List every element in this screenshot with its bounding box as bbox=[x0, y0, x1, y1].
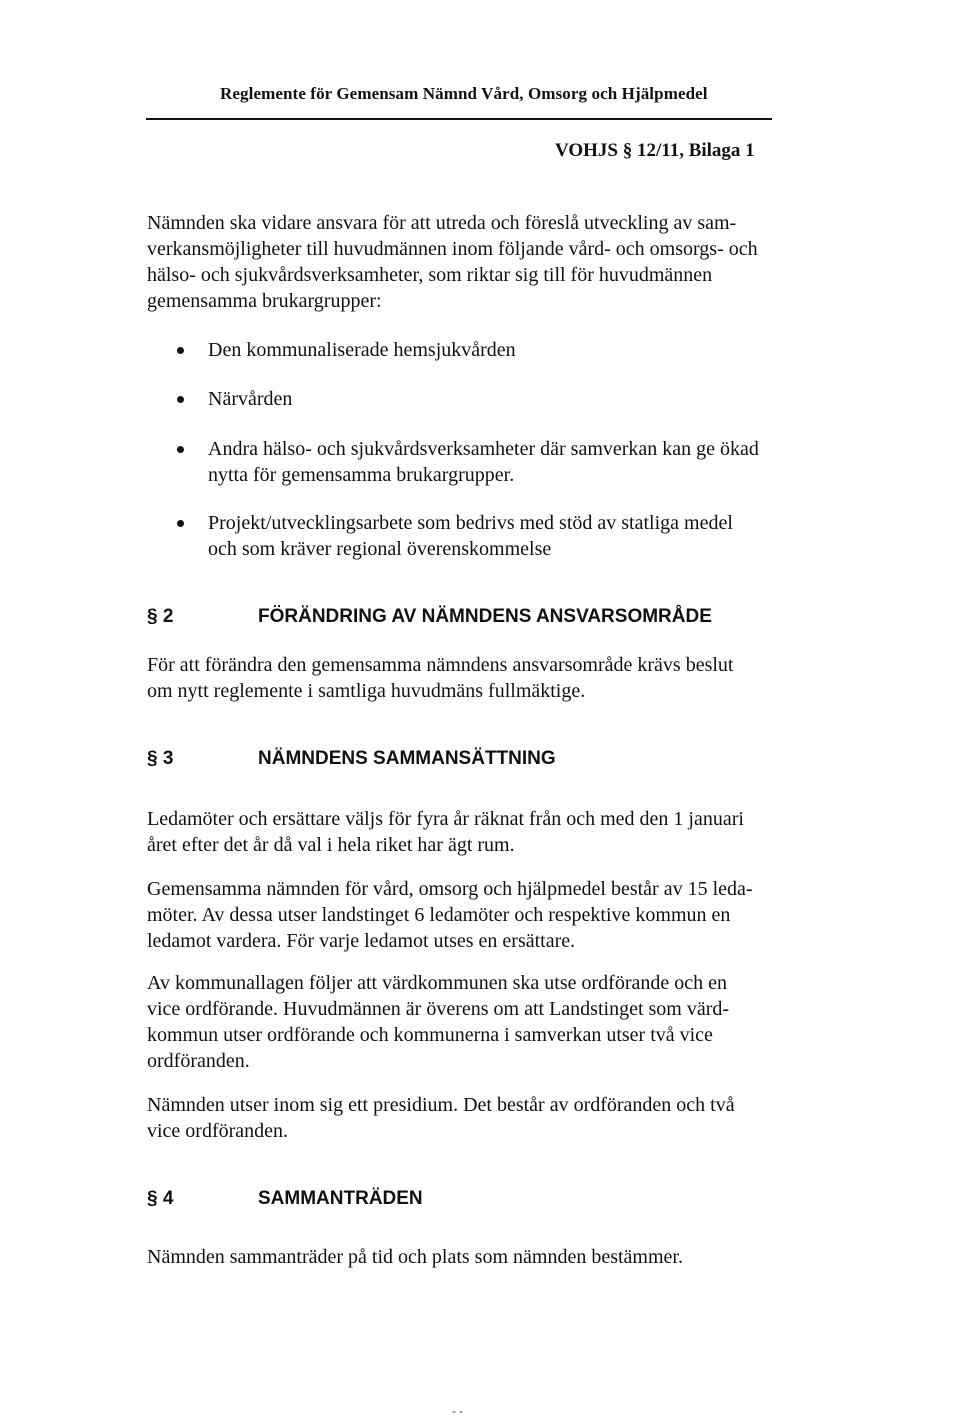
document-reference: VOHJS § 12/11, Bilaga 1 bbox=[555, 140, 755, 161]
text-line: och som kräver regional överenskommelse bbox=[208, 538, 552, 560]
text-line: För att förändra den gemensamma nämndens ansvarsområde krävs beslut bbox=[147, 654, 734, 676]
text-line: nytta för gemensamma brukargrupper. bbox=[208, 464, 515, 486]
section-title: NÄMNDENS SAMMANSÄTTNING bbox=[258, 748, 556, 769]
section-number: § 3 bbox=[147, 748, 174, 769]
text-line: möter. Av dessa utser landstinget 6 ledamöter och respektive kommun en bbox=[147, 904, 731, 926]
section-title: FÖRÄNDRING AV NÄMNDENS ANSVARSOMRÅDE bbox=[258, 606, 712, 627]
bullet-icon bbox=[177, 446, 184, 453]
bullet-icon bbox=[177, 520, 184, 527]
text-line: Ledamöter och ersättare väljs för fyra år räknat från och med den 1 januari bbox=[147, 808, 744, 830]
text-line: verkansmöjligheter till huvudmännen inom följande vård- och omsorgs- och bbox=[147, 238, 758, 260]
text-line: gemensamma brukargrupper: bbox=[147, 290, 382, 312]
text-line: Gemensamma nämnden för vård, omsorg och hjälpmedel består av 15 leda- bbox=[147, 878, 753, 900]
section-number: § 4 bbox=[147, 1188, 174, 1209]
section-paragraph bbox=[147, 970, 777, 1074]
text-line: vice ordföranden. bbox=[147, 1120, 289, 1142]
text-line: hälso- och sjukvårdsverksamheter, som riktar sig till för huvudmännen bbox=[147, 264, 713, 286]
section-paragraph bbox=[147, 652, 777, 704]
text-line: Andra hälso- och sjukvårdsverksamheter där samverkan kan ge ökad bbox=[208, 438, 759, 460]
section-paragraph bbox=[147, 806, 777, 858]
text-line: året efter det år då val i hela riket har ägt rum. bbox=[147, 834, 515, 856]
text-line: ordföranden. bbox=[147, 1050, 250, 1072]
section-paragraph bbox=[147, 876, 777, 954]
text-line: om nytt reglemente i samtliga huvudmäns fullmäktige. bbox=[147, 680, 586, 702]
section-number: § 2 bbox=[147, 606, 174, 627]
text-line: kommun utser ordförande och kommunerna i samverkan utser två vice bbox=[147, 1024, 713, 1046]
text-line: Nämnden ska vidare ansvara för att utreda och föreslå utveckling av sam- bbox=[147, 212, 737, 234]
text-line: Nämnden utser inom sig ett presidium. Det består av ordföranden och två bbox=[147, 1094, 735, 1116]
text-line: Projekt/utvecklingsarbete som bedrivs med stöd av statliga medel bbox=[208, 512, 733, 534]
text-line: ledamot vardera. För varje ledamot utses en ersättare. bbox=[147, 930, 576, 952]
bullet-icon bbox=[177, 396, 184, 403]
intro-paragraph bbox=[147, 210, 777, 314]
header-divider bbox=[146, 118, 772, 120]
section-title: SAMMANTRÄDEN bbox=[258, 1188, 423, 1209]
page-number-mark: - - bbox=[452, 1404, 463, 1418]
bullet-icon bbox=[177, 347, 184, 354]
document-header-title: Reglemente för Gemensam Nämnd Vård, Omsorg och Hjälpmedel bbox=[220, 84, 708, 103]
text-line: Nämnden sammanträder på tid och plats som nämnden bestämmer. bbox=[147, 1246, 683, 1268]
text-line: Närvården bbox=[208, 388, 293, 410]
section-paragraph bbox=[147, 1244, 777, 1270]
text-line: vice ordförande. Huvudmännen är överens om att Landstinget som värd- bbox=[147, 998, 730, 1020]
section-paragraph bbox=[147, 1092, 777, 1144]
text-line: Av kommunallagen följer att värdkommunen ska utse ordförande och en bbox=[147, 972, 728, 994]
text-line: Den kommunaliserade hemsjukvården bbox=[208, 339, 516, 361]
